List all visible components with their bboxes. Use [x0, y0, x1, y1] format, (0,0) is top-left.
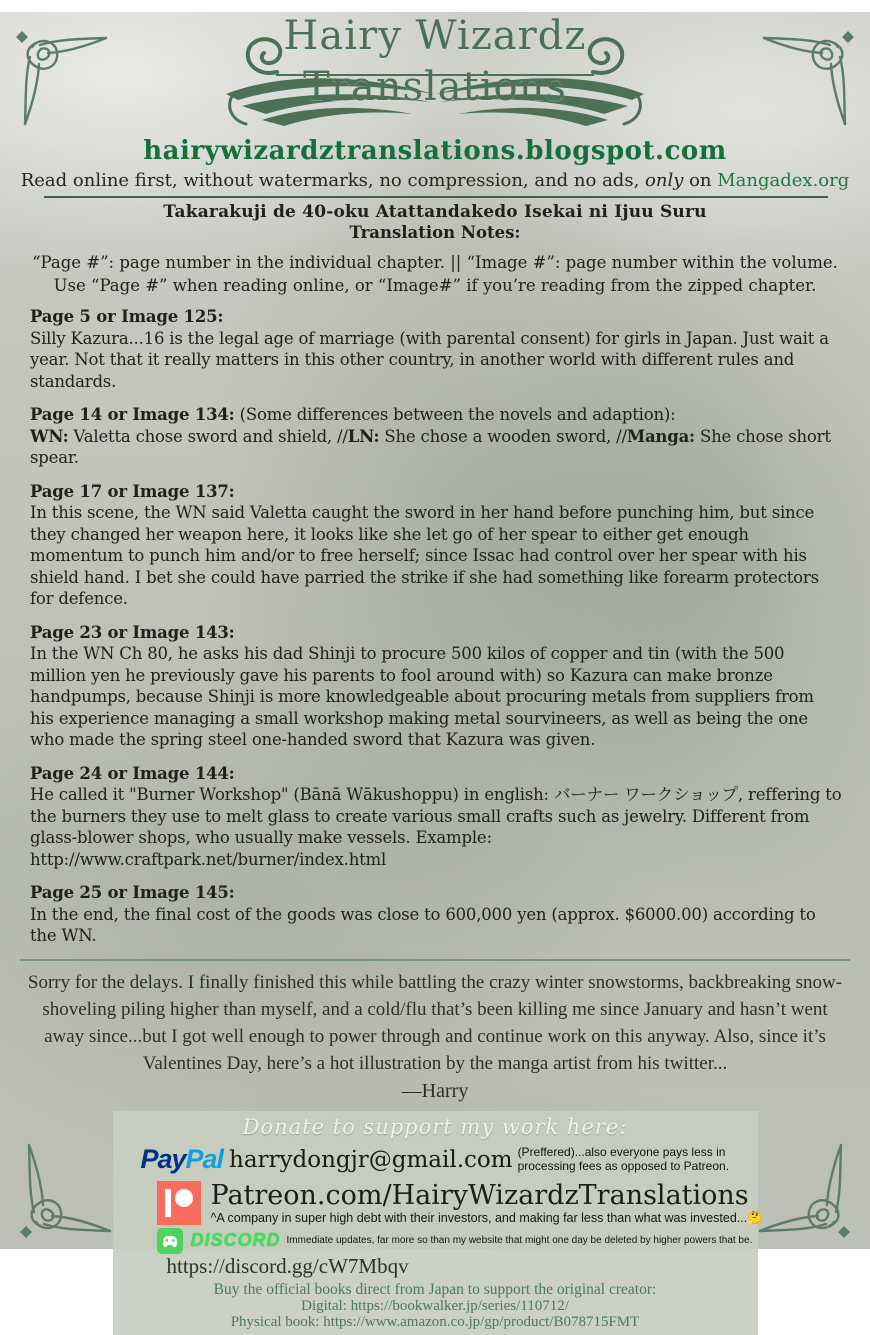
tagline-mid: on: [683, 170, 718, 191]
bookwalker-link[interactable]: Digital: https://bookwalker.jp/series/110712/: [301, 1297, 569, 1314]
patreon-icon-bar: [165, 1189, 171, 1217]
note-body-segment: In this scene, the WN said Valetta caught the sword in her hand before punching him, but since they changed her weapon here, it looks like she let go of her spear to either get enough momentum to punch him and/or to free herself; since Issac had control over her spear with his shield hand. I bet she could have parried the strike if she had something like forearm protectors for defence.: [30, 503, 819, 608]
note-heading-line: [30, 763, 842, 785]
translation-notes-list: [30, 306, 842, 947]
paypal-row: [127, 1141, 744, 1179]
patreon-note: ^A company in super high debt with their investors, and making far less than what was invested...🤔: [210, 1210, 763, 1225]
patreon-row: [157, 1179, 763, 1225]
note-heading: Page 24 or Image 144:: [30, 763, 235, 783]
amazon-link[interactable]: Physical book: https://www.amazon.co.jp/gp/product/B078715FMT: [230, 1314, 640, 1330]
note-body-segment: In the end, the final cost of the goods was close to 600,000 yen (approx. $6000.00) according to the WN.: [30, 904, 816, 945]
note-heading-line: [30, 481, 842, 503]
translation-note: [30, 306, 842, 392]
translator-signature: —Harry: [401, 1079, 469, 1102]
series-title: Takarakuji de 40-oku Atattandakedo Isekai ni Ijuu Suru: [163, 202, 707, 222]
blog-url-link[interactable]: hairywizardztranslations.blogspot.com: [143, 136, 727, 166]
buy-heading: Buy the official books direct from Japan to support the original creator:: [213, 1280, 657, 1298]
note-body-segment: WN:: [30, 426, 69, 446]
translation-note: [30, 882, 842, 947]
note-body-segment: In the WN Ch 80, he asks his dad Shinji to procure 500 kilos of copper and tin (with the 500 million yen he previously gave his parents to fool around with) so Kazura can make bronze handpumps, because Shinji is more knowledgeable about procuring metals from suppliers from his experience managing a small workshop making metal sourvineers, as well as being the one who made the spring steel one-handed sword that Kazura was given.: [30, 644, 814, 749]
group-title-line2: Translations: [303, 64, 567, 110]
note-heading-line: [30, 306, 842, 328]
note-heading-line: [30, 622, 842, 644]
discord-wordmark: DISCORD: [190, 1230, 281, 1250]
note-body: [30, 502, 842, 610]
official-books-section: [127, 1281, 744, 1331]
note-heading: Page 14 or Image 134:: [30, 405, 235, 424]
note-body: [30, 426, 842, 469]
patreon-text: [211, 1181, 763, 1225]
corner-flourish-icon: [16, 1128, 116, 1243]
patreon-icon-circle: [175, 1189, 193, 1207]
donate-panel: [113, 1111, 763, 1335]
corner-flourish-icon: [754, 1128, 854, 1243]
page-numbering-line2: Use “Page #” when reading online, or “Image#” if you’re reading from the zipped chapter.: [53, 276, 817, 295]
discord-icon: [157, 1228, 183, 1254]
page-numbering-line1: “Page #”: page number in the individual chapter. || “Image #”: page number within the volume.: [32, 253, 838, 272]
group-title-line1: Hairy Wizardz: [283, 13, 587, 59]
note-body-segment: LN:: [347, 426, 380, 446]
note-body-segment: She chose short spear.: [30, 426, 831, 467]
tagline: [0, 170, 870, 191]
paypal-logo-icon: [140, 1144, 223, 1175]
translation-notes-heading: Translation Notes:: [349, 223, 521, 242]
translation-note: [30, 622, 842, 751]
section-rule: [20, 959, 850, 961]
discord-row: [157, 1228, 753, 1254]
note-heading: Page 5 or Image 125:: [30, 307, 224, 326]
patreon-icon: [157, 1181, 201, 1225]
note-heading-line: [30, 882, 842, 904]
note-body: [30, 904, 842, 947]
note-heading: Page 17 or Image 137:: [30, 481, 235, 501]
translation-note: [30, 404, 842, 469]
note-body-segment: Valetta chose sword and shield, //: [68, 426, 348, 446]
note-heading-line: [30, 404, 842, 426]
mangadex-link[interactable]: Mangadex.org: [717, 170, 850, 191]
masthead: [0, 12, 870, 128]
translation-note: [30, 481, 842, 610]
discord-note: Immediate updates, far more so than my website that might one day be deleted by higher powers that be.: [286, 1235, 753, 1246]
note-body-segment: Manga:: [626, 426, 695, 446]
note-heading: Page 23 or Image 143:: [30, 622, 235, 642]
paypal-note: (Preffered)...also everyone pays less in processing fees as opposed to Patreon.: [517, 1145, 730, 1173]
translation-note: [30, 763, 842, 871]
paypal-email-link[interactable]: harrydongjr@gmail.com: [229, 1146, 513, 1173]
credits-page: [0, 12, 870, 1330]
note-heading: Page 25 or Image 145:: [30, 883, 235, 902]
page-numbering-note: [30, 251, 840, 297]
group-title: [0, 12, 870, 113]
note-body-segment: He called it "Burner Workshop" (Bānā Wākushoppu) in english: バーナー ワークショップ, reffering to the burners they use to melt glass to create various small crafts such as jewelry. Different from glass-blower shops, who usually make vessels. Example: http://www.craftpark.net/burner/index.html: [30, 785, 842, 869]
patreon-link[interactable]: Patreon.com/HairyWizardzTranslations: [210, 1179, 749, 1211]
note-body: [30, 784, 842, 870]
note-heading-suffix: (Some differences between the novels and adaption):: [234, 405, 676, 424]
tagline-only-word: only: [645, 170, 684, 191]
tagline-text: Read online first, without watermarks, no compression, and no ads,: [20, 170, 646, 191]
paypal-logo-pay: Pay: [140, 1144, 186, 1174]
note-body: [30, 328, 842, 393]
header-rule: [44, 196, 828, 198]
donate-heading: Donate to support my work here:: [242, 1114, 628, 1139]
note-body-segment: Silly Kazura...16 is the legal age of marriage (with parental consent) for girls in Japan. Just wait a year. Not that it really matters in this other country, in another world with different rules and standards.: [30, 328, 829, 391]
note-body-segment: She chose a wooden sword, //: [379, 426, 627, 446]
paypal-logo-pal: Pal: [185, 1144, 224, 1174]
translator-message: Sorry for the delays. I finally finished this while battling the crazy winter snowstorms, backbreaking snow-shoveling piling higher than myself, and a cold/flu that’s been killing me since January and hasn’t went away since...but I got well enough to power through and continue work on this anyway. Also, since it’s Valentines Day, here’s a hot illustration by the manga artist from his twitter...: [27, 971, 843, 1074]
discord-invite-link[interactable]: https://discord.gg/cW7Mbqv: [166, 1253, 409, 1278]
note-body: [30, 643, 842, 751]
